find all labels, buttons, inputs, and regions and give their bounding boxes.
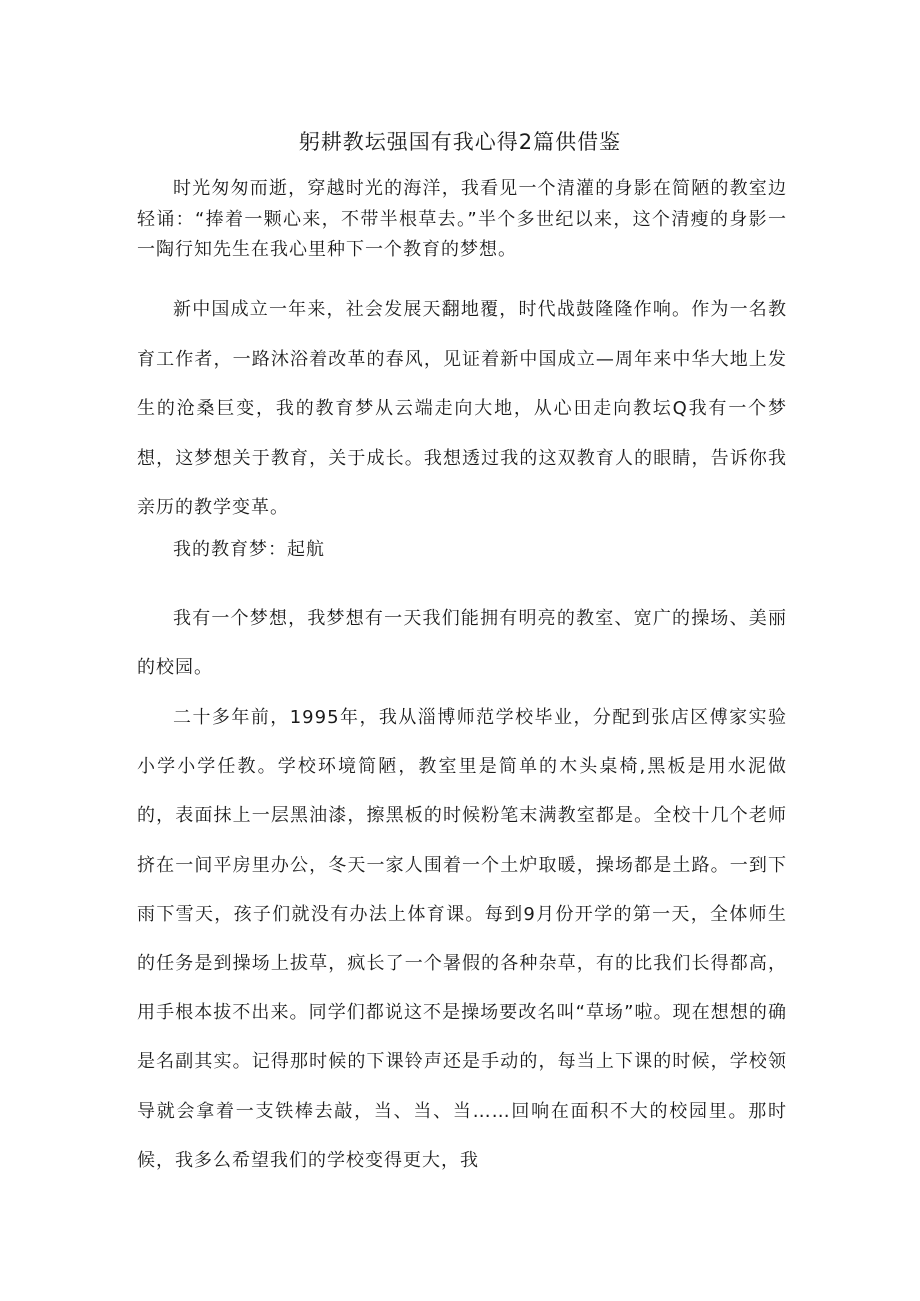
- paragraph-dream: 我有一个梦想，我梦想有一天我们能拥有明亮的教室、宽广的操场、美丽的校园。: [137, 608, 787, 678]
- section-heading-sail: 我的教育梦：起航: [173, 539, 325, 560]
- paragraph-intro: 时光匆匆而逝，穿越时光的海洋，我看见一个清灌的身影在简陋的教室边轻诵：“捧着一颗心来，不带半根草去。”半个多世纪以来，这个清瘦的身影一一陶行知先生在我心里种下一个教育的梦想。: [137, 178, 787, 260]
- paragraph-new-china: 新中国成立一年来，社会发展天翻地覆，时代战鼓隆隆作响。作为一名教育工作者，一路沐浴着改革的春风，见证着新中国成立—周年来中华大地上发生的沧桑巨变，我的教育梦从云端走向大地，从心田走向教坛Q我有一个梦想，这梦想关于教育，关于成长。我想透过我的这双教育人的眼睛，告诉你我亲历的教学变革。: [137, 299, 787, 518]
- paragraph-memory: 二十多年前，1995年，我从淄博师范学校毕业，分配到张店区傅家实验小学小学任教。学校环境简陋，教室里是简单的木头桌椅,黑板是用水泥做的，表面抹上一层黑油漆，擦黑板的时候粉笔末满教室都是。全校十几个老师挤在一间平房里办公，冬天一家人围着一个土炉取暖，操场都是土路。一到下雨下雪天，孩子们就没有办法上体育课。每到9月份开学的第一天，全体师生的任务是到操场上拔草，疯长了一个暑假的各种杂草，有的比我们长得都高，用手根本拔不出来。同学们都说这不是操场要改名叫“草场”啦。现在想想的确是名副其实。记得那时候的下课铃声还是手动的，每当上下课的时候，学校领导就会拿着一支铁棒去敲，当、当、当……回响在面积不大的校园里。那时候，我多么希望我们的学校变得更大，我: [137, 707, 787, 1171]
- document-title: 躬耕教坛强国有我心得2篇供借鉴: [298, 130, 622, 154]
